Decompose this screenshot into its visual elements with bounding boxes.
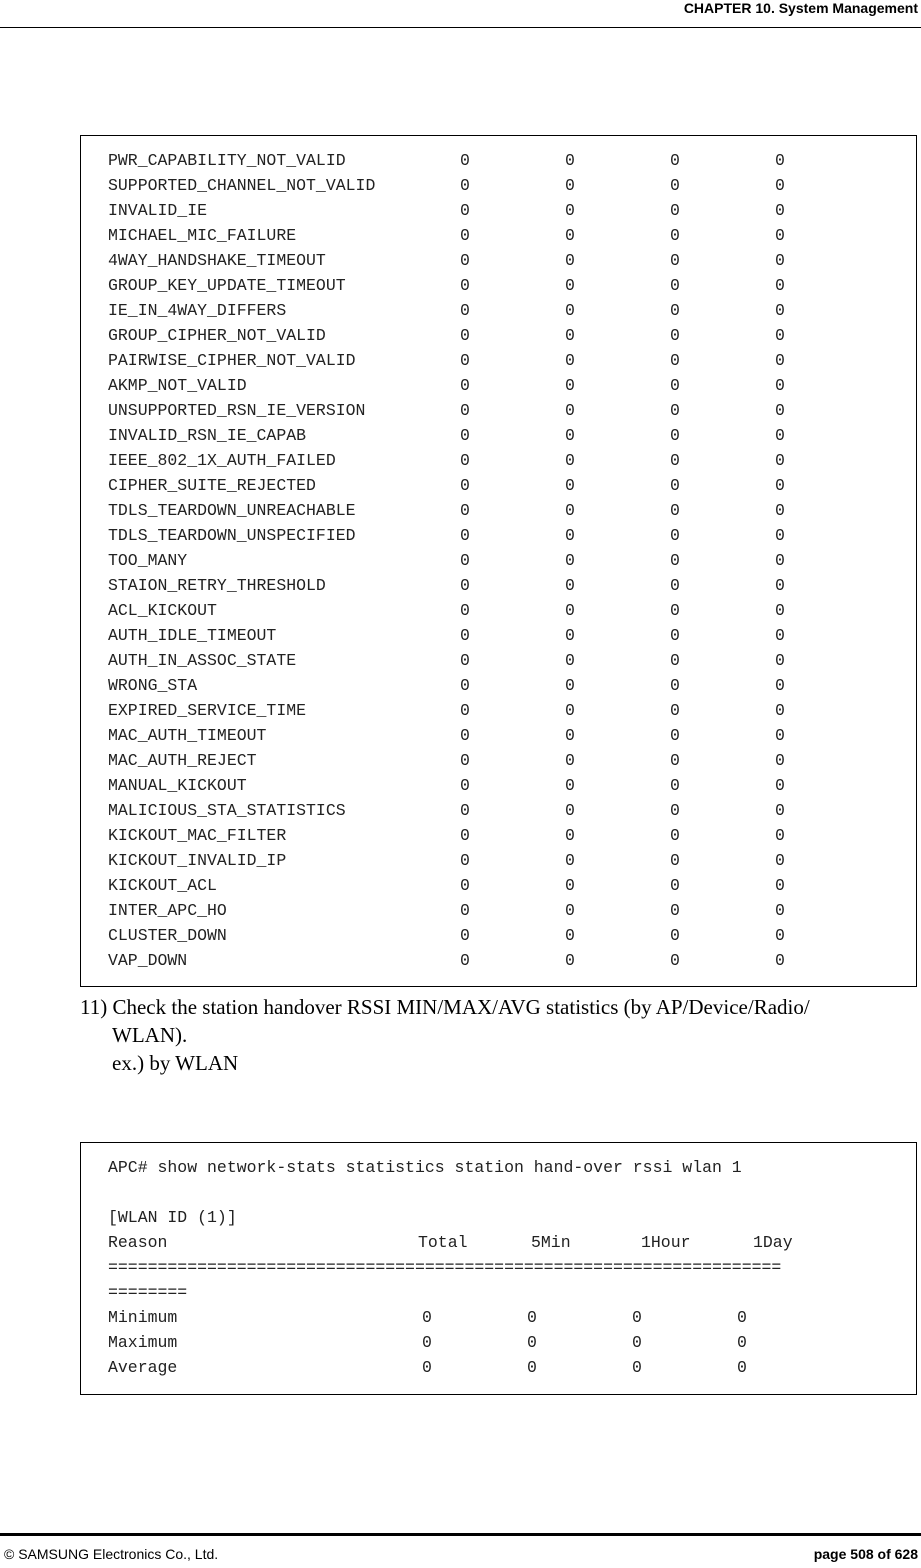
- table-row: [81, 273, 916, 298]
- table-row: [81, 248, 916, 273]
- row-value: 0: [775, 551, 785, 570]
- row-reason: MALICIOUS_STA_STATISTICS: [108, 801, 346, 820]
- row-reason: EXPIRED_SERVICE_TIME: [108, 701, 307, 720]
- row-value: 0: [775, 576, 785, 595]
- row-value: 0: [460, 201, 470, 220]
- page-header: [0, 0, 921, 28]
- table-row: [81, 873, 916, 898]
- row-value: 0: [527, 1358, 537, 1377]
- row-reason: INVALID_IE: [108, 201, 208, 220]
- table-row: [81, 473, 916, 498]
- table-row: [81, 723, 916, 748]
- row-value: 0: [775, 876, 785, 895]
- page-number: page 508 of 628: [813, 1546, 918, 1562]
- row-value: 0: [670, 576, 680, 595]
- row-value: 0: [775, 226, 785, 245]
- row-value: 0: [670, 176, 680, 195]
- row-value: 0: [460, 751, 470, 770]
- table-row: [81, 1305, 916, 1330]
- row-value: 0: [775, 401, 785, 420]
- row-value: 0: [565, 601, 575, 620]
- row-reason: UNSUPPORTED_RSN_IE_VERSION: [108, 401, 366, 420]
- table-row: [81, 798, 916, 823]
- row-value: 0: [775, 301, 785, 320]
- row-value: 0: [670, 426, 680, 445]
- row-value: 0: [460, 326, 470, 345]
- row-value: 0: [460, 401, 470, 420]
- row-value: 0: [670, 376, 680, 395]
- row-value: 0: [565, 326, 575, 345]
- table-row: [81, 498, 916, 523]
- row-value: 0: [460, 676, 470, 695]
- table-row: [81, 148, 916, 173]
- row-reason: VAP_DOWN: [108, 951, 188, 970]
- row-value: 0: [460, 776, 470, 795]
- header-1day: 1Day: [753, 1233, 793, 1252]
- row-value: 0: [565, 426, 575, 445]
- row-reason: IEEE_802_1X_AUTH_FAILED: [108, 451, 336, 470]
- rssi-code-box: [80, 1142, 917, 1395]
- row-value: 0: [565, 801, 575, 820]
- row-reason: GROUP_CIPHER_NOT_VALID: [108, 326, 326, 345]
- row-value: 0: [670, 151, 680, 170]
- row-value: 0: [670, 626, 680, 645]
- row-reason: TDLS_TEARDOWN_UNREACHABLE: [108, 501, 356, 520]
- row-reason: KICKOUT_INVALID_IP: [108, 851, 287, 870]
- table-row: [81, 823, 916, 848]
- row-value: 0: [670, 326, 680, 345]
- cli-command: APC# show network-stats statistics station hand-over rssi wlan 1: [108, 1158, 742, 1177]
- row-value: 0: [565, 251, 575, 270]
- table-row: [81, 373, 916, 398]
- row-value: 0: [670, 776, 680, 795]
- row-value: 0: [775, 626, 785, 645]
- header-5min: 5Min: [531, 1233, 571, 1252]
- table-row: [81, 948, 916, 973]
- row-value: 0: [565, 751, 575, 770]
- stats-code-box: [80, 135, 917, 987]
- row-value: 0: [775, 851, 785, 870]
- row-value: 0: [565, 551, 575, 570]
- row-reason: INTER_APC_HO: [108, 901, 227, 920]
- row-reason: KICKOUT_ACL: [108, 876, 217, 895]
- table-row: [81, 1330, 916, 1355]
- rssi-header-row: [81, 1230, 916, 1255]
- row-value: 0: [670, 726, 680, 745]
- row-value: 0: [775, 826, 785, 845]
- separator-line-wrap: ========: [108, 1283, 188, 1302]
- row-value: 0: [670, 826, 680, 845]
- wlan-id-label: [WLAN ID (1)]: [108, 1208, 237, 1227]
- row-value: 0: [632, 1358, 642, 1377]
- row-value: 0: [460, 901, 470, 920]
- row-value: 0: [460, 251, 470, 270]
- row-value: 0: [460, 526, 470, 545]
- row-reason: MICHAEL_MIC_FAILURE: [108, 226, 297, 245]
- row-value: 0: [460, 151, 470, 170]
- header-total: Total: [418, 1233, 468, 1252]
- row-value: 0: [460, 826, 470, 845]
- row-value: 0: [670, 501, 680, 520]
- row-value: 0: [460, 851, 470, 870]
- table-row: [81, 923, 916, 948]
- row-value: 0: [460, 426, 470, 445]
- row-value: 0: [632, 1333, 642, 1352]
- row-value: 0: [775, 426, 785, 445]
- instruction-line-1: 11) Check the station handover RSSI MIN/MAX/AVG statistics (by AP/Device/Radio/: [80, 995, 810, 1019]
- row-value: 0: [670, 276, 680, 295]
- row-value: 0: [460, 801, 470, 820]
- row-value: 0: [670, 476, 680, 495]
- row-value: 0: [460, 601, 470, 620]
- row-value: 0: [460, 576, 470, 595]
- table-row: [81, 173, 916, 198]
- row-value: 0: [460, 626, 470, 645]
- row-value: 0: [775, 701, 785, 720]
- row-value: 0: [565, 851, 575, 870]
- table-row: [81, 323, 916, 348]
- row-value: 0: [775, 726, 785, 745]
- table-row: [81, 298, 916, 323]
- row-value: 0: [565, 176, 575, 195]
- row-value: 0: [565, 876, 575, 895]
- row-value: 0: [670, 951, 680, 970]
- row-value: 0: [565, 676, 575, 695]
- row-value: 0: [775, 476, 785, 495]
- page-footer: [0, 1533, 921, 1568]
- row-value: 0: [670, 301, 680, 320]
- instruction-line-3: ex.) by WLAN: [112, 1051, 239, 1075]
- row-reason: MAC_AUTH_REJECT: [108, 751, 257, 770]
- row-value: 0: [565, 726, 575, 745]
- row-value: 0: [632, 1308, 642, 1327]
- row-value: 0: [775, 901, 785, 920]
- row-value: 0: [670, 201, 680, 220]
- row-value: 0: [670, 676, 680, 695]
- row-value: 0: [670, 251, 680, 270]
- row-value: 0: [460, 476, 470, 495]
- table-row: [81, 548, 916, 573]
- row-reason: CLUSTER_DOWN: [108, 926, 227, 945]
- row-value: 0: [775, 501, 785, 520]
- row-value: 0: [670, 526, 680, 545]
- row-reason: MAC_AUTH_TIMEOUT: [108, 726, 267, 745]
- row-value: 0: [775, 326, 785, 345]
- row-value: 0: [670, 226, 680, 245]
- row-value: 0: [670, 351, 680, 370]
- row-value: 0: [460, 376, 470, 395]
- row-reason: TDLS_TEARDOWN_UNSPECIFIED: [108, 526, 356, 545]
- row-value: 0: [670, 901, 680, 920]
- row-value: 0: [565, 301, 575, 320]
- row-reason: STAION_RETRY_THRESHOLD: [108, 576, 326, 595]
- row-value: 0: [565, 701, 575, 720]
- row-value: 0: [565, 351, 575, 370]
- row-value: 0: [422, 1333, 432, 1352]
- row-value: 0: [670, 451, 680, 470]
- row-value: 0: [422, 1308, 432, 1327]
- separator-line: ====================================================================: [108, 1258, 782, 1277]
- row-value: 0: [460, 651, 470, 670]
- table-row: [81, 773, 916, 798]
- row-reason: AKMP_NOT_VALID: [108, 376, 247, 395]
- row-value: 0: [565, 226, 575, 245]
- copyright: © SAMSUNG Electronics Co., Ltd.: [4, 1546, 219, 1562]
- row-value: 0: [775, 676, 785, 695]
- row-value: 0: [565, 401, 575, 420]
- row-reason: PAIRWISE_CIPHER_NOT_VALID: [108, 351, 356, 370]
- table-row: [81, 673, 916, 698]
- instruction-text: [80, 993, 810, 1077]
- row-value: 0: [527, 1308, 537, 1327]
- row-value: 0: [775, 776, 785, 795]
- row-reason: Maximum: [108, 1333, 178, 1352]
- row-value: 0: [460, 351, 470, 370]
- row-reason: Average: [108, 1358, 178, 1377]
- row-value: 0: [775, 801, 785, 820]
- row-value: 0: [737, 1333, 747, 1352]
- row-value: 0: [775, 651, 785, 670]
- row-value: 0: [670, 926, 680, 945]
- table-row: [81, 573, 916, 598]
- row-value: 0: [565, 951, 575, 970]
- row-value: 0: [565, 476, 575, 495]
- row-reason: PWR_CAPABILITY_NOT_VALID: [108, 151, 346, 170]
- row-value: 0: [775, 926, 785, 945]
- table-row: [81, 748, 916, 773]
- row-value: 0: [460, 951, 470, 970]
- row-value: 0: [565, 901, 575, 920]
- row-reason: MANUAL_KICKOUT: [108, 776, 247, 795]
- row-value: 0: [460, 926, 470, 945]
- row-value: 0: [460, 726, 470, 745]
- row-value: 0: [775, 251, 785, 270]
- row-value: 0: [565, 626, 575, 645]
- row-value: 0: [460, 551, 470, 570]
- table-row: [81, 848, 916, 873]
- row-value: 0: [527, 1333, 537, 1352]
- row-value: 0: [460, 501, 470, 520]
- row-value: 0: [460, 276, 470, 295]
- row-reason: INVALID_RSN_IE_CAPAB: [108, 426, 307, 445]
- row-value: 0: [775, 276, 785, 295]
- row-value: 0: [670, 401, 680, 420]
- chapter-title: CHAPTER 10. System Management: [683, 0, 918, 16]
- row-reason: TOO_MANY: [108, 551, 188, 570]
- row-reason: WRONG_STA: [108, 676, 198, 695]
- row-value: 0: [775, 451, 785, 470]
- header-reason: Reason: [108, 1233, 168, 1252]
- row-reason: ACL_KICKOUT: [108, 601, 217, 620]
- row-value: 0: [670, 851, 680, 870]
- row-value: 0: [565, 451, 575, 470]
- row-reason: AUTH_IDLE_TIMEOUT: [108, 626, 277, 645]
- row-value: 0: [460, 176, 470, 195]
- table-row: [81, 698, 916, 723]
- table-row: [81, 198, 916, 223]
- row-reason: Minimum: [108, 1308, 178, 1327]
- row-value: 0: [775, 526, 785, 545]
- row-reason: AUTH_IN_ASSOC_STATE: [108, 651, 297, 670]
- table-row: [81, 348, 916, 373]
- row-value: 0: [775, 376, 785, 395]
- row-value: 0: [670, 801, 680, 820]
- row-value: 0: [775, 176, 785, 195]
- row-value: 0: [775, 601, 785, 620]
- row-value: 0: [565, 376, 575, 395]
- header-1hour: 1Hour: [641, 1233, 691, 1252]
- table-row: [81, 598, 916, 623]
- row-value: 0: [565, 776, 575, 795]
- row-value: 0: [670, 601, 680, 620]
- row-value: 0: [670, 876, 680, 895]
- table-row: [81, 648, 916, 673]
- row-value: 0: [460, 701, 470, 720]
- row-reason: 4WAY_HANDSHAKE_TIMEOUT: [108, 251, 326, 270]
- instruction-line-2: WLAN).: [112, 1023, 188, 1047]
- row-value: 0: [460, 451, 470, 470]
- table-row: [81, 623, 916, 648]
- row-value: 0: [565, 526, 575, 545]
- row-value: 0: [775, 951, 785, 970]
- table-row: [81, 898, 916, 923]
- table-row: [81, 423, 916, 448]
- row-value: 0: [737, 1308, 747, 1327]
- row-value: 0: [775, 201, 785, 220]
- row-value: 0: [737, 1358, 747, 1377]
- row-value: 0: [565, 826, 575, 845]
- row-value: 0: [460, 876, 470, 895]
- row-reason: KICKOUT_MAC_FILTER: [108, 826, 287, 845]
- row-value: 0: [565, 576, 575, 595]
- row-value: 0: [460, 226, 470, 245]
- row-value: 0: [565, 651, 575, 670]
- row-value: 0: [565, 926, 575, 945]
- table-row: [81, 398, 916, 423]
- row-reason: GROUP_KEY_UPDATE_TIMEOUT: [108, 276, 346, 295]
- table-row: [81, 448, 916, 473]
- row-value: 0: [775, 751, 785, 770]
- row-value: 0: [565, 501, 575, 520]
- table-row: [81, 523, 916, 548]
- row-reason: IE_IN_4WAY_DIFFERS: [108, 301, 287, 320]
- row-reason: SUPPORTED_CHANNEL_NOT_VALID: [108, 176, 376, 195]
- row-value: 0: [670, 651, 680, 670]
- row-value: 0: [460, 301, 470, 320]
- row-value: 0: [565, 201, 575, 220]
- row-value: 0: [775, 151, 785, 170]
- row-reason: CIPHER_SUITE_REJECTED: [108, 476, 316, 495]
- row-value: 0: [670, 551, 680, 570]
- table-row: [81, 223, 916, 248]
- row-value: 0: [775, 351, 785, 370]
- row-value: 0: [565, 276, 575, 295]
- row-value: 0: [422, 1358, 432, 1377]
- row-value: 0: [670, 701, 680, 720]
- row-value: 0: [670, 751, 680, 770]
- table-row: [81, 1355, 916, 1380]
- row-value: 0: [565, 151, 575, 170]
